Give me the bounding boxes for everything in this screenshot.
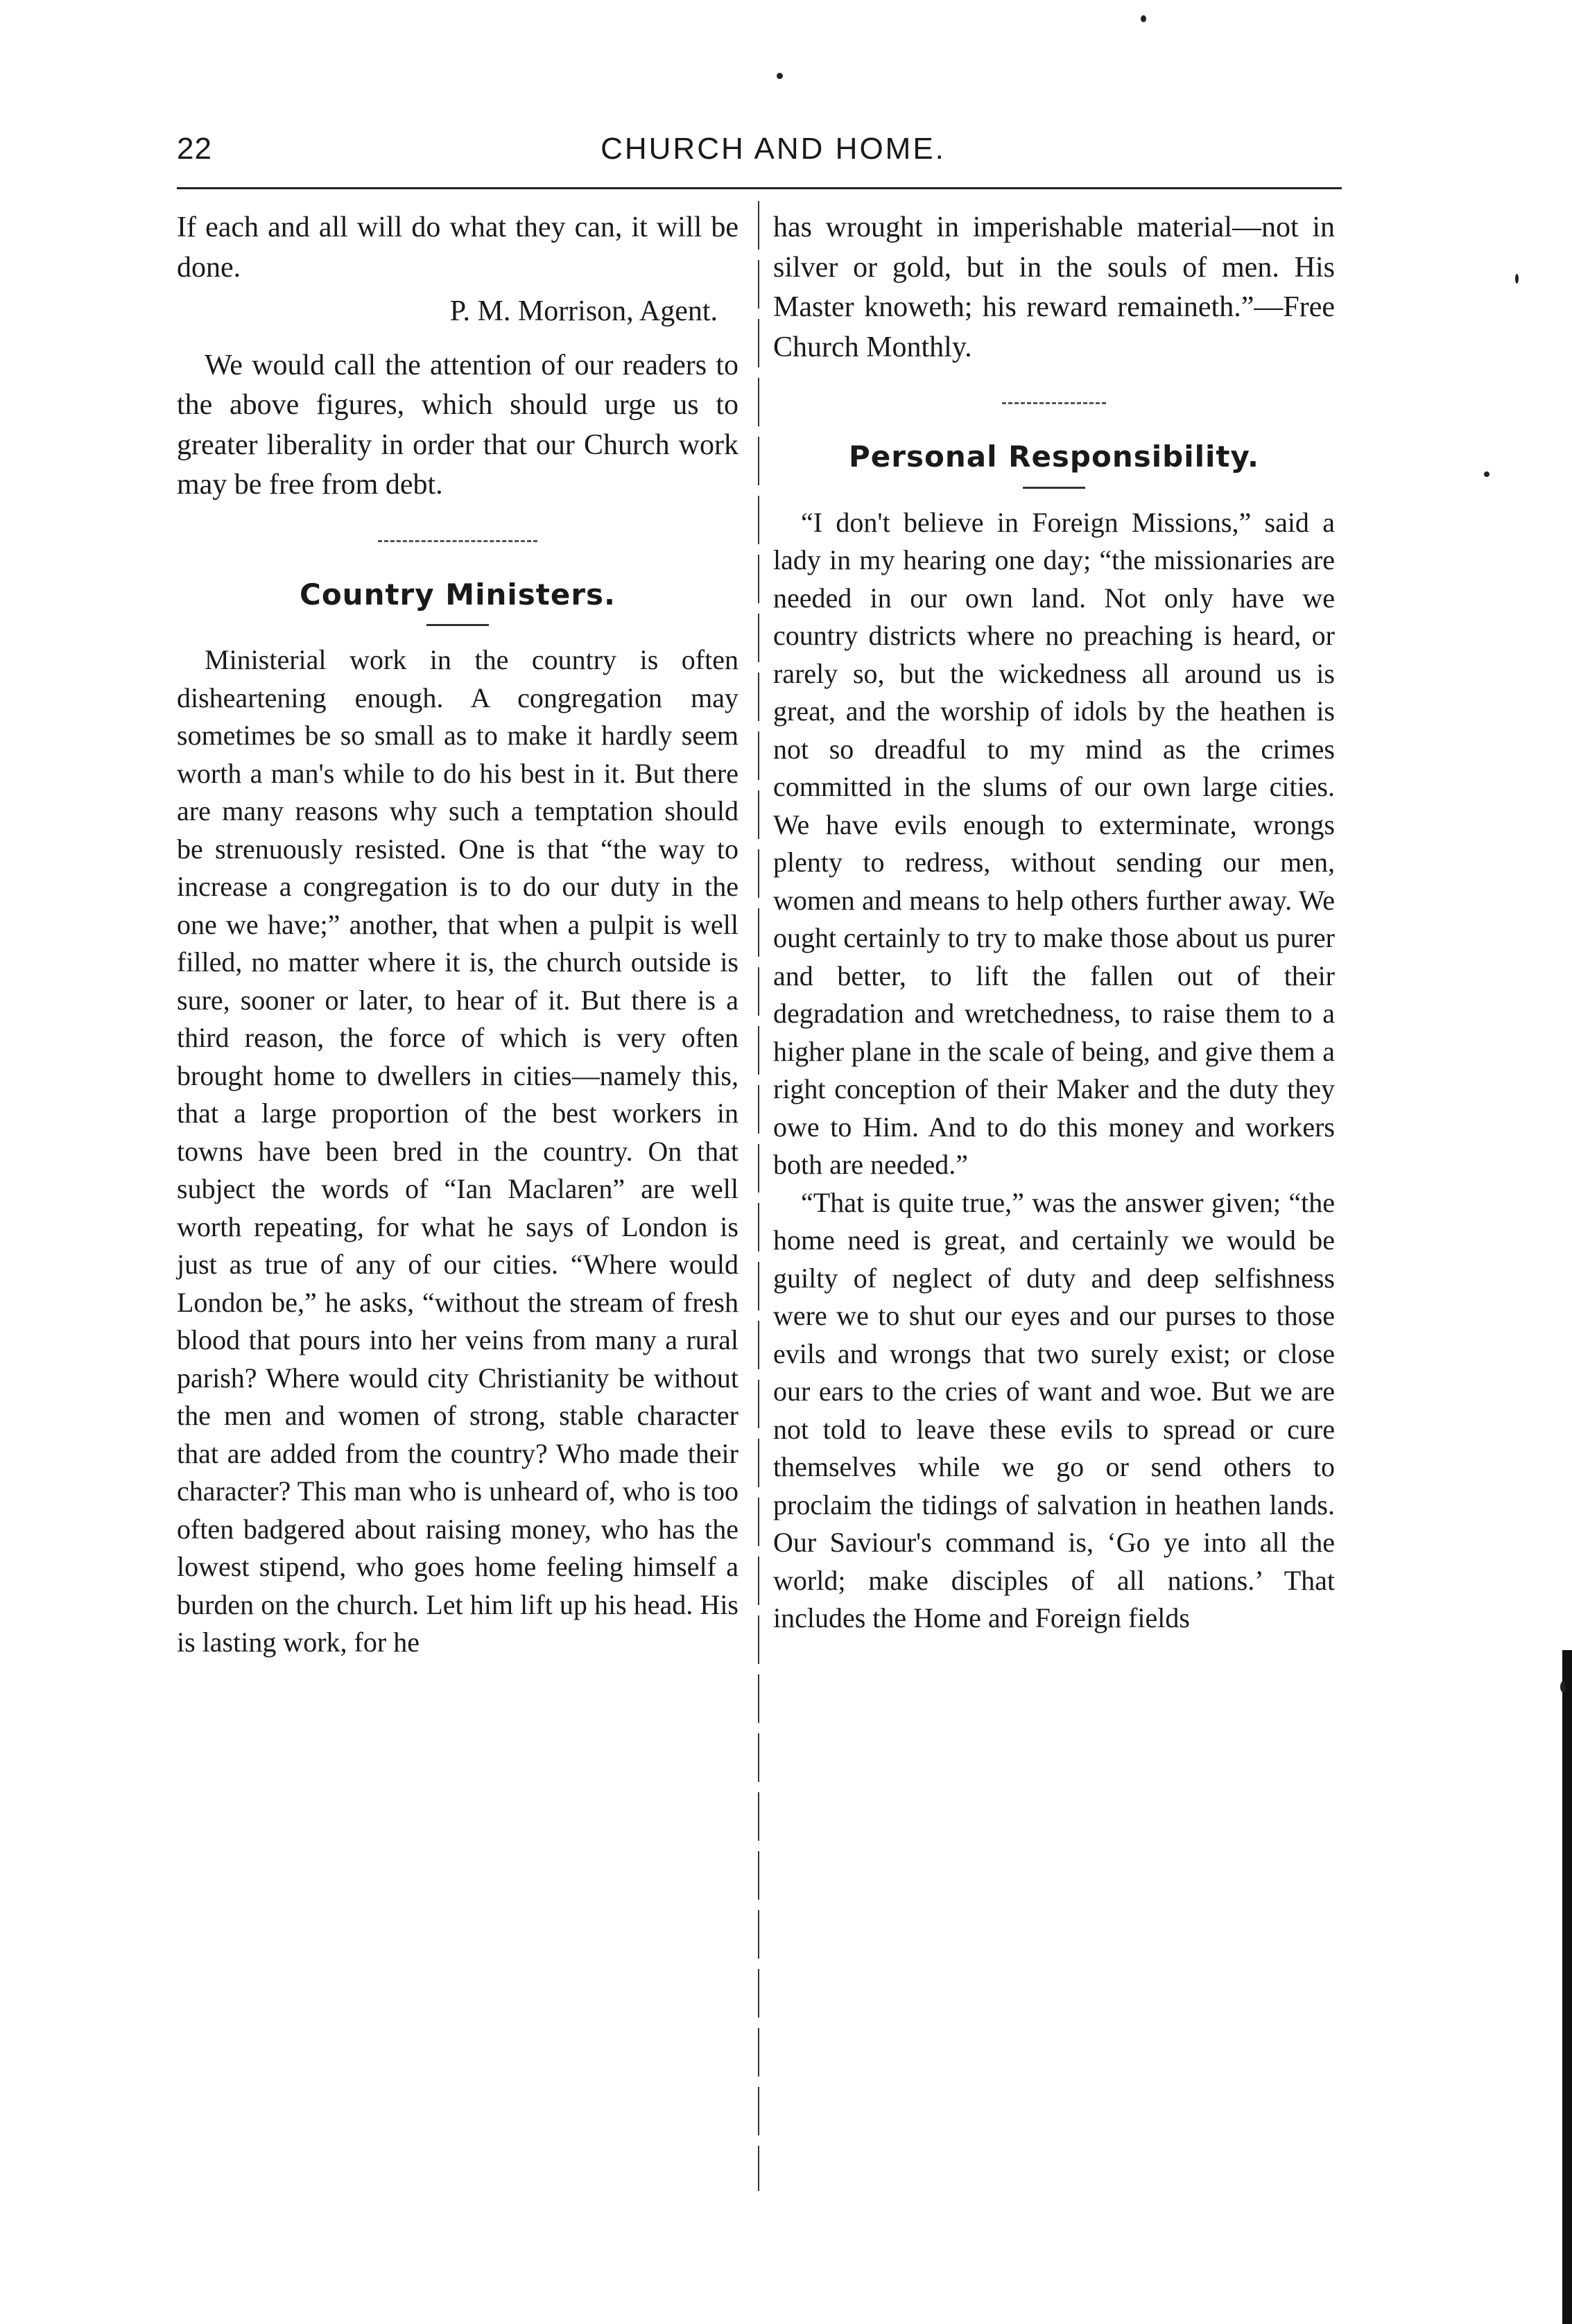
header-rule bbox=[177, 187, 1342, 189]
column-divider bbox=[758, 201, 759, 2191]
page-number: 22 bbox=[177, 132, 212, 166]
scan-speck bbox=[1484, 471, 1489, 477]
title-rule bbox=[1023, 487, 1085, 489]
right-column bbox=[773, 208, 1335, 1638]
continuation-paragraph: has wrought in imperishable material—not in silver or gold, but in the souls of men. His Master knoweth; his reward remaineth.”—Free Church Monthly. bbox=[773, 211, 1335, 363]
article-body-country-ministers: Ministerial work in the country is often disheartening enough. A congregation may sometimes be so small as to make it hardly seem worth a man's while to do his best in it. But there are many reasons why such a temptation should be strenuously resisted. One is that “the way to increase a congregation is to do our duty in the one we have;” another, that when a pulpit is well filled, no matter where it is, the church outside is sure, sooner or later, to hear of it. But there is a third reason, the force of which is very often brought home to dwellers in cities—namely this, that a large proportion of the best workers in towns have been bred in the country. On that subject the words of “Ian Maclaren” are well worth repeating, for what he says of London is just as true of any of our cities. “Where would London be,” he asks, “without the stream of fresh blood that pours into her veins from many a rural parish? Where would city Christianity be without the men and women of strong, stable character that are added from the country? Who made their character? This man who is unheard of, who is too often badgered about raising money, who has the lowest stipend, who goes home feeling himself a burden on the church. Let him lift up his head. His is lasting work, for he bbox=[177, 644, 739, 1658]
agent-signature: P. M. Morrison, Agent. bbox=[449, 295, 718, 327]
journal-title: CHURCH AND HOME. bbox=[601, 132, 946, 166]
article-paragraph-2: “That is quite true,” was the answer given; “the home need is great, and certainly we would be guilty of neglect of duty and deep selfishness were we to shut our eyes and our purses to those evils and wrongs that two surely exist; or close our ears to the cries of want and woe. But we are not told to leave these evils to spread or cure themselves while we go or send others to proclaim the tidings of salvation in heathen lands. Our Saviour's command is, ‘Go ye into all the world; make disciples of all nations.’ That includes the Home and Foreign fields bbox=[773, 1186, 1335, 1633]
section-separator bbox=[177, 519, 739, 561]
scan-edge-bar bbox=[1562, 1650, 1572, 2324]
scan-speck bbox=[777, 73, 783, 79]
scan-speck bbox=[1141, 15, 1146, 22]
title-rule bbox=[426, 624, 489, 626]
section-separator bbox=[773, 381, 1335, 423]
left-column bbox=[177, 208, 739, 1662]
page-header bbox=[177, 132, 1342, 180]
editorial-note: We would call the attention of our readers to the above figures, which should urge us to greater liberality in order that our Church work may be free from debt. bbox=[177, 349, 739, 501]
intro-paragraph: If each and all will do what they can, it will be done. bbox=[177, 211, 739, 284]
article-paragraph-1: “I don't believe in Foreign Missions,” said a lady in my hearing one day; “the missionaries are needed in our own land. Not only have we country districts where no preaching is heard, or rarely so, but the wickedness all around us is great, and the worship of idols by the heathen is not so dreadful to my mind as the crimes committed in the slums of our own large cities. We have evils enough to exterminate, wrongs plenty to redress, without sending our men, women and means to help others further away. We ought certainly to try to make those about us purer and better, to lift the fallen out of their degradation and wretchedness, to raise them to a higher plane in the scale of being, and give them a right conception of their Maker and the duty they owe to Him. And to do this money and workers both are needed.” bbox=[773, 506, 1335, 1180]
section-title-personal-responsibility: Personal Responsibility. bbox=[849, 440, 1259, 474]
section-title-country-ministers: Country Ministers. bbox=[300, 577, 616, 612]
scan-speck bbox=[1515, 274, 1519, 284]
scan-speck bbox=[1560, 1681, 1566, 1692]
